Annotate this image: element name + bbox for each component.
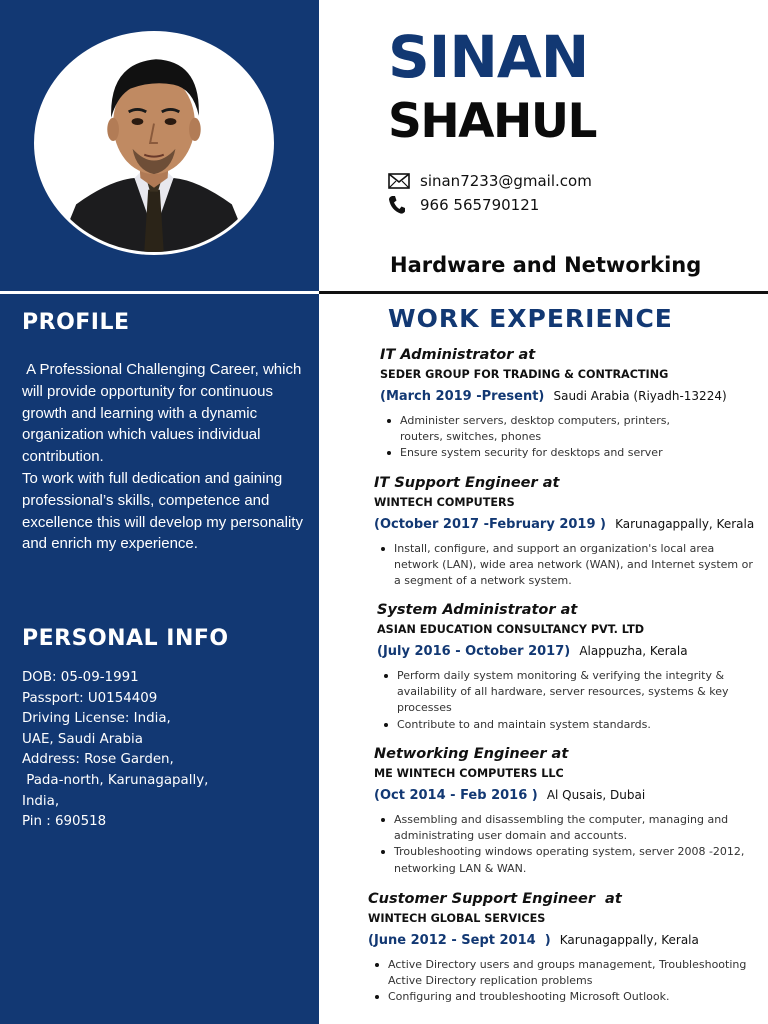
- job-location: Karunagappally, Kerala: [615, 517, 755, 531]
- job-location: Karunagappally, Kerala: [559, 933, 699, 947]
- envelope-icon: [388, 171, 410, 191]
- job-duty: Administer servers, desktop computers, printers, routers, switches, phones: [380, 413, 680, 445]
- job-entry: [380, 345, 768, 462]
- job-duty: Assembling and disassembling the computer, managing and administrating user domain and accounts.: [374, 812, 756, 844]
- job-duties: [377, 668, 749, 733]
- job-dateline: [380, 385, 768, 407]
- job-duties: [374, 541, 756, 590]
- job-duties: [374, 812, 756, 877]
- work-experience-heading: WORK EXPERIENCE: [388, 304, 673, 333]
- job-duty: Troubleshooting windows operating system, server 2008 -2012, networking LAN & WAN.: [374, 844, 756, 876]
- first-name: SINAN: [388, 23, 589, 91]
- personal-info-license-cont: UAE, Saudi Arabia: [22, 731, 143, 747]
- job-role: IT Administrator at: [380, 347, 536, 363]
- job-duty: Contribute to and maintain system standards.: [377, 717, 749, 733]
- contact-phone[interactable]: [388, 195, 539, 215]
- personal-info-heading: PERSONAL INFO: [22, 626, 229, 651]
- job-entry: [374, 744, 768, 877]
- job-entry: [368, 889, 768, 1006]
- job-role: Customer Support Engineer at: [368, 891, 622, 907]
- job-company: ASIAN EDUCATION CONSULTANCY PVT. LTD: [377, 623, 644, 636]
- job-role: IT Support Engineer at: [374, 475, 560, 491]
- job-dates: (July 2016 - October 2017): [377, 644, 571, 659]
- job-dates: (June 2012 - Sept 2014 ): [368, 933, 551, 948]
- job-company: WINTECH GLOBAL SERVICES: [368, 912, 546, 925]
- job-duties: [380, 413, 680, 462]
- job-entry: [374, 473, 768, 590]
- job-role: Networking Engineer at: [374, 746, 569, 762]
- personal-info-address-cont: Pada-north, Karunagapally,: [22, 772, 209, 788]
- job-duties: [368, 957, 758, 1006]
- profile-paragraph: To work with full dedication and gaining professional’s skills, competence and excellence this will develop my personality and enrich my experience.: [22, 469, 303, 553]
- job-company: WINTECH COMPUTERS: [374, 496, 515, 509]
- job-entry: [377, 600, 768, 733]
- personal-info-dob: DOB: 05-09-1991: [22, 670, 139, 685]
- phone-icon: [388, 195, 410, 215]
- profile-photo-image: [37, 34, 271, 252]
- job-role: System Administrator at: [377, 602, 578, 618]
- last-name: SHAHUL: [388, 94, 597, 149]
- profile-summary: [22, 359, 312, 555]
- contact-email[interactable]: [388, 171, 592, 191]
- personal-info-license: Driving License: India,: [22, 711, 171, 727]
- job-dates: (Oct 2014 - Feb 2016 ): [374, 788, 538, 803]
- job-duty: Ensure system security for desktops and server: [380, 445, 680, 461]
- job-location: Al Qusais, Dubai: [546, 788, 646, 802]
- job-duty: Configuring and troubleshooting Microsoft Outlook.: [368, 989, 758, 1005]
- job-company: ME WINTECH COMPUTERS LLC: [374, 767, 564, 780]
- sidebar: [0, 0, 319, 1024]
- job-company: SEDER GROUP FOR TRADING & CONTRACTING: [380, 368, 669, 381]
- email-text[interactable]: sinan7233@gmail.com: [420, 172, 592, 190]
- personal-info-list: [22, 668, 312, 833]
- personal-info-address: Address: Rose Garden,: [22, 752, 174, 768]
- profile-heading: PROFILE: [22, 310, 130, 335]
- phone-text[interactable]: 966 565790121: [420, 196, 540, 214]
- job-location: Alappuzha, Kerala: [579, 644, 688, 658]
- job-dates: (March 2019 -Present): [380, 389, 545, 404]
- header-divider: [319, 291, 768, 294]
- profile-paragraph: A Professional Challenging Career, which will provide opportunity for continuous growth and learning with a dynamic organization which values individual contribution.: [22, 361, 306, 466]
- job-dates: (October 2017 -February 2019 ): [374, 517, 606, 532]
- job-dateline: [377, 640, 768, 662]
- job-duty: Install, configure, and support an organization's local area network (LAN), wide area network (WAN), and Internet system or a segment of a network system.: [374, 541, 756, 590]
- job-dateline: [374, 513, 768, 535]
- personal-info-passport: Passport: U0154409: [22, 690, 158, 706]
- job-duty: Perform daily system monitoring & verifying the integrity & availability of all hardware, server resources, systems & key processes: [377, 668, 749, 717]
- personal-info-country: India,: [22, 793, 60, 809]
- job-dateline: [374, 784, 768, 806]
- sidebar-divider: [0, 291, 319, 294]
- job-dateline: [368, 929, 768, 951]
- profile-photo: [34, 31, 274, 255]
- personal-info-pin: Pin : 690518: [22, 814, 107, 830]
- job-title: Hardware and Networking: [390, 253, 702, 277]
- job-location: Saudi Arabia (Riyadh-13224): [553, 389, 727, 403]
- job-duty: Active Directory users and groups management, Troubleshooting Active Directory replication problems: [368, 957, 758, 989]
